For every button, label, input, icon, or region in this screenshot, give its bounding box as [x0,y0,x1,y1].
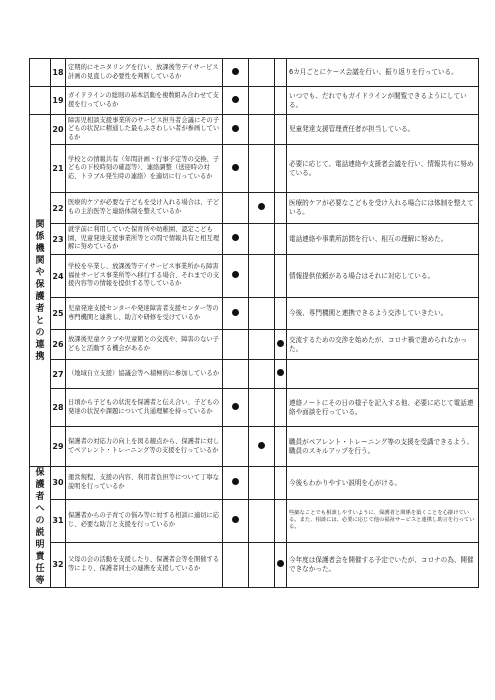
category-cell [30,115,51,467]
mark-cell-2 [249,224,275,255]
row-item: 医療的ケアが必要な子どもを受け入れる場合は、子どもの主治医等と連絡体制を整えているか [66,193,223,224]
category-label: 保護者への説明責任等 [35,468,45,586]
row-item: 学校との情報共有（年間計画・行事予定等の交換、子どもの下校時刻の確認等）、連絡調整（送迎時の対応、トラブル発生時の連絡）を適切に行っているか [66,145,223,193]
mark-cell-3 [275,542,287,587]
row-number: 22 [51,193,66,224]
row-item: 放課後児童クラブや児童館との交流や、障害のない子どもと活動する機会があるか [66,330,223,360]
mark-cell-3 [275,87,287,115]
row-item: 運営規程、支援の内容、利用者負担等について丁寧な説明を行っているか [66,467,223,500]
category-cell-empty [30,87,51,115]
mark-cell-3 [275,427,287,467]
filled-circle-icon [232,478,239,485]
filled-circle-icon [258,442,265,449]
mark-cell-3 [275,298,287,330]
mark-cell-1 [223,542,249,587]
row-item: ガイドラインの総則の基本活動を複数組み合わせて支援を行っているか [66,87,223,115]
row-item: 保護者からの子育ての悩み等に対する相談に適切に応じ、必要な助言と支援を行っているか [66,499,223,542]
mark-cell-2 [249,330,275,360]
row-number: 31 [51,499,66,542]
table-row [30,59,479,87]
category-label: 関係機関や保護者との連携 [35,219,45,362]
row-note: いつでも、だれでもガイドラインが閲覧できるようにしている。 [287,87,479,115]
table-row [30,87,479,115]
row-note: 連絡ノートにその日の様子を記入する他、必要に応じて電話連絡や面談を行っている。 [287,389,479,427]
row-item: 定期的にモニタリングを行い、放課後等デイサービス計画の見直しの必要性を判断しているか [66,59,223,87]
row-note: 電話連絡や事業所訪問を行い、相互の理解に努めた。 [287,224,479,255]
mark-cell-2 [249,87,275,115]
mark-cell-1 [223,499,249,542]
table-row [30,193,479,224]
mark-cell-3 [275,59,287,87]
table-row [30,145,479,193]
filled-circle-icon [277,560,284,567]
mark-cell-3 [275,467,287,500]
row-note: 6カ月ごとにケース会議を行い、振り返りを行っている。 [287,59,479,87]
mark-cell-3 [275,499,287,542]
row-note: 交流するための交渉を始めたが、コロナ禍で進められなかった。 [287,330,479,360]
table-row [30,255,479,298]
mark-cell-2 [249,59,275,87]
mark-cell-2 [249,427,275,467]
row-note [287,360,479,389]
row-note: 必要に応じて、電話連絡や支援者会議を行い、情報共有に努めている。 [287,145,479,193]
mark-cell-1 [223,255,249,298]
mark-cell-1 [223,389,249,427]
row-item: 日頃から子どもの状況を保護者と伝え合い、子どもの発達の状況や課題について共通理解を持っているか [66,389,223,427]
filled-circle-icon [232,96,239,103]
mark-cell-3 [275,389,287,427]
row-note: 医療的ケアが必要なこどもを受け入れる場合には体制を整えている。 [287,193,479,224]
row-item: 学校を卒業し、放課後等デイサービス事業所から障害福祉サービス事業所等へ移行する場合、それまでの支援内容等の情報を提供する等しているか [66,255,223,298]
mark-cell-1 [223,224,249,255]
filled-circle-icon [232,516,239,523]
table-row [30,360,479,389]
table-row [30,467,479,500]
row-number: 28 [51,389,66,427]
mark-cell-2 [249,193,275,224]
filled-circle-icon [232,164,239,171]
filled-circle-icon [232,309,239,316]
row-item: 就学前に利用していた保育所や幼稚園、認定こども園、児童発達支援事業所等との間で情報共有と相互理解に努めているか [66,224,223,255]
mark-cell-2 [249,115,275,145]
row-note: 些細なことでも相談しやすいように、保護者と関係を築くことを心掛けている。また、相談には、必要に応じて他の福祉サービスと連携し助言を行っている。 [287,499,479,542]
mark-cell-3 [275,115,287,145]
table-row [30,542,479,587]
filled-circle-icon [277,369,284,376]
mark-cell-1 [223,145,249,193]
mark-cell-2 [249,360,275,389]
row-item: （地域自立支援）協議会等へ積極的に参加しているか [66,360,223,389]
row-number: 27 [51,360,66,389]
mark-cell-1 [223,427,249,467]
table-row [30,499,479,542]
row-item: 父母の会の活動を支援したり、保護者会等を開催する等により、保護者同士の連携を支援しているか [66,542,223,587]
category-cell [30,467,51,588]
mark-cell-1 [223,298,249,330]
row-item: 障害児相談支援事業所のサービス担当者会議にその子どもの状況に精通した最もふさわしい者が参画しているか [66,115,223,145]
mark-cell-1 [223,330,249,360]
row-number: 20 [51,115,66,145]
filled-circle-icon [232,125,239,132]
row-number: 30 [51,467,66,500]
row-number: 19 [51,87,66,115]
mark-cell-1 [223,360,249,389]
filled-circle-icon [232,271,239,278]
mark-cell-3 [275,255,287,298]
mark-cell-3 [275,224,287,255]
mark-cell-1 [223,59,249,87]
mark-cell-3 [275,193,287,224]
evaluation-table [29,58,479,588]
row-note: 職員がペアレント・トレーニング等の支援を受講できるよう、職員のスキルアップを行う。 [287,427,479,467]
filled-circle-icon [232,68,239,75]
row-number: 21 [51,145,66,193]
mark-cell-1 [223,115,249,145]
table-row [30,330,479,360]
filled-circle-icon [258,203,265,210]
mark-cell-3 [275,330,287,360]
row-number: 25 [51,298,66,330]
row-number: 32 [51,542,66,587]
mark-cell-3 [275,360,287,389]
mark-cell-2 [249,499,275,542]
table-row [30,389,479,427]
table-row [30,115,479,145]
mark-cell-1 [223,87,249,115]
row-number: 29 [51,427,66,467]
row-note: 今後、専門機関と連携できるよう交渉していきたい。 [287,298,479,330]
row-note: 情報提供依頼がある場合はそれに対応している。 [287,255,479,298]
mark-cell-2 [249,542,275,587]
table-row [30,427,479,467]
mark-cell-2 [249,389,275,427]
mark-cell-3 [275,145,287,193]
category-cell-empty [30,59,51,87]
table-row [30,224,479,255]
row-note: 今後もわかりやすい説明を心がける。 [287,467,479,500]
filled-circle-icon [232,403,239,410]
filled-circle-icon [277,340,284,347]
filled-circle-icon [232,234,239,241]
mark-cell-1 [223,193,249,224]
row-number: 24 [51,255,66,298]
row-number: 18 [51,59,66,87]
table-row [30,298,479,330]
row-number: 23 [51,224,66,255]
row-note: 児童発達支援管理責任者が担当している。 [287,115,479,145]
mark-cell-2 [249,467,275,500]
row-item: 保護者の対応力の向上を図る観点から、保護者に対してペアレント・トレーニング等の支援を行っているか [66,427,223,467]
row-number: 26 [51,330,66,360]
mark-cell-2 [249,255,275,298]
row-note: 今年度は保護者会を開催する予定でいたが、コロナの為、開催できなかった。 [287,542,479,587]
mark-cell-2 [249,145,275,193]
mark-cell-1 [223,467,249,500]
evaluation-sheet [29,58,479,588]
mark-cell-2 [249,298,275,330]
row-item: 児童発達支援センターや発達障害者支援センター等の専門機関と連携し、助言や研修を受けているか [66,298,223,330]
